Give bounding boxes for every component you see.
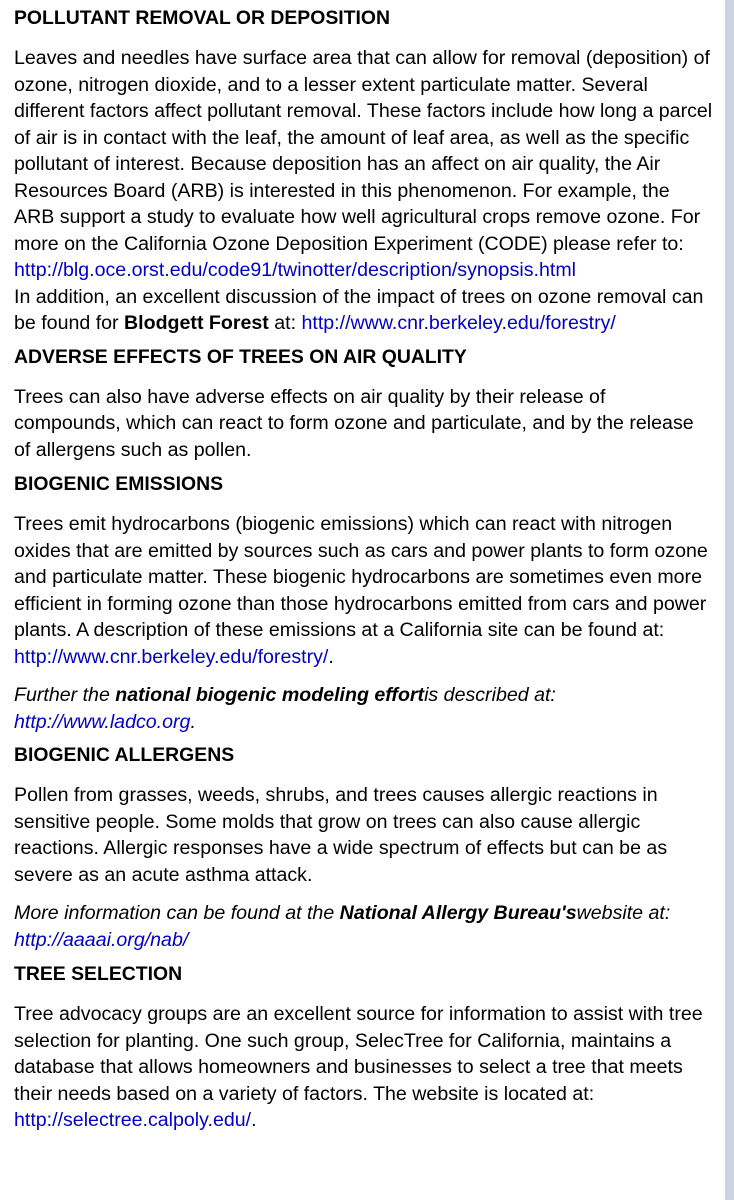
pollutant-addition-at: at: <box>268 312 302 334</box>
heading-tree-selection: TREE SELECTION <box>14 963 183 985</box>
heading-pollutant-removal: POLLUTANT REMOVAL OR DEPOSITION <box>14 7 390 29</box>
ladco-period: . <box>190 710 196 733</box>
further-suffix-text: is described at: <box>424 684 556 706</box>
paragraph-pollutant-removal <box>14 45 714 337</box>
paragraph-biogenic-emissions <box>14 511 714 670</box>
tree-selection-body-text: Tree advocacy groups are an excellent source for information to assist with tree selection for planting. One such group, SelecTree for California, maintains a database that allows homeowners and businesses to select a tree that meets their needs based on a variety of factors. The website is located at: <box>14 1003 703 1105</box>
ladco-link[interactable]: http://www.ladco.org <box>14 710 191 733</box>
berkeley-forestry-link-1[interactable]: http://www.cnr.berkeley.edu/forestry/ <box>301 312 616 334</box>
more-info-prefix-text: More information can be found at the <box>14 902 340 924</box>
article-content <box>14 0 714 1134</box>
code-synopsis-link[interactable]: http://blg.oce.orst.edu/code91/twinotter/description/synopsis.html <box>14 259 576 281</box>
biogenic-emissions-body-text: Trees emit hydrocarbons (biogenic emissions) which can react with nitrogen oxides that are emitted by sources such as cars and power plants to form ozone and particulate matter. These biogenic hydrocarbons are sometimes even more efficient in forming ozone than those hydrocarbons emitted from cars and power plants. A description of these emissions at a California site can be found at: <box>14 513 708 641</box>
paragraph-biogenic-allergens: Pollen from grasses, weeds, shrubs, and trees causes allergic reactions in sensitive people. Some molds that grow on trees can also cause allergic reactions. Allergic responses have a wide spectrum of effects but can be as severe as an acute asthma attack. <box>14 784 668 886</box>
heading-adverse-effects: ADVERSE EFFECTS OF TREES ON AIR QUALITY <box>14 345 467 368</box>
paragraph-modeling-effort <box>14 682 714 735</box>
heading-biogenic-allergens: BIOGENIC ALLERGENS <box>14 744 235 766</box>
biogenic-emissions-period: . <box>328 645 334 668</box>
heading-biogenic-emissions: BIOGENIC EMISSIONS <box>14 473 224 495</box>
more-info-suffix-text: website at: <box>576 902 671 924</box>
modeling-effort-label: national biogenic modeling effort <box>115 684 425 706</box>
selectree-link[interactable]: http://selectree.calpoly.edu/ <box>14 1109 252 1131</box>
aaaai-nab-link[interactable]: http://aaaai.org/nab/ <box>14 928 189 951</box>
page-scrollbar[interactable] <box>725 0 734 1200</box>
blodgett-forest-label: Blodgett Forest <box>124 312 269 334</box>
allergy-bureau-label: National Allergy Bureau's <box>339 902 577 924</box>
paragraph-tree-selection <box>14 1001 714 1134</box>
selectree-period: . <box>251 1109 257 1131</box>
pollutant-addition-text: In addition, an excellent discussion of the impact of trees on ozone removal can be found for <box>14 285 704 334</box>
paragraph-allergy-bureau <box>14 900 714 953</box>
berkeley-forestry-link-2[interactable]: http://www.cnr.berkeley.edu/forestry/ <box>14 645 329 668</box>
pollutant-body-text: Leaves and needles have surface area that can allow for removal (deposition) of ozone, nitrogen dioxide, and to a lesser extent particulate matter. Several different factors affect pollutant removal. These factors include how long a parcel of air is in contact with the leaf, the amount of leaf area, as well as the specific pollutant of interest. Because deposition has an affect on air quality, the Air Resources Board (ARB) is interested in this phenomenon. For example, the ARB support a study to evaluate how well agricultural crops remove ozone. For more on the California Ozone Deposition Experiment (CODE) please refer to: <box>14 47 713 255</box>
paragraph-adverse-effects: Trees can also have adverse effects on air quality by their release of compounds, which can react to form ozone and particulate, and by the release of allergens such as pollen. <box>14 385 694 461</box>
further-prefix-text: Further the <box>14 684 116 706</box>
